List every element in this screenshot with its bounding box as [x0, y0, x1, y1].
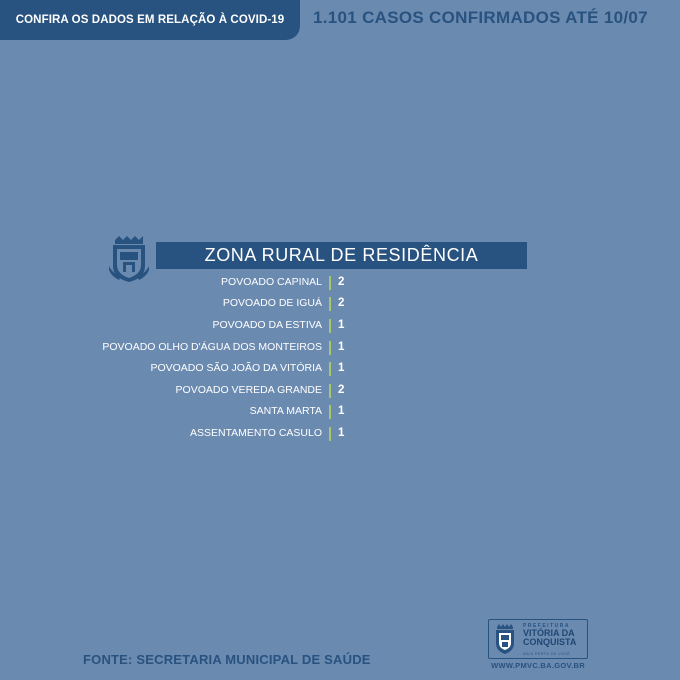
case-count: 2	[338, 297, 345, 309]
locality-label: SANTA MARTA	[249, 405, 322, 417]
logo-tagline: MAIS PERTO DE VOCÊ	[523, 652, 571, 656]
locality-label: POVOADO VEREDA GRANDE	[175, 384, 322, 396]
row-bar	[329, 319, 331, 333]
locality-label: POVOADO DE IGUÁ	[222, 297, 322, 309]
header-tab	[0, 0, 300, 40]
section-title	[156, 242, 527, 269]
locality-label: POVOADO CAPINAL	[221, 276, 322, 288]
case-count: 1	[338, 362, 345, 374]
logo-name	[523, 629, 585, 647]
locality-label: POVOADO DA ESTIVA	[212, 319, 322, 331]
headline: 1.101 CASOS CONFIRMADOS ATÉ 10/07	[313, 8, 648, 27]
list-item	[0, 402, 680, 422]
row-bar	[329, 427, 331, 441]
row-bar	[329, 276, 331, 290]
website-url[interactable]: WWW.PMVC.BA.GOV.BR	[491, 661, 585, 670]
list-item	[0, 294, 680, 314]
row-bar	[329, 341, 331, 355]
header-tab-label: CONFIRA OS DADOS EM RELAÇÃO À COVID-19	[15, 14, 285, 26]
case-count: 1	[338, 405, 345, 417]
logo-prefix: PREFEITURA	[523, 623, 570, 629]
row-bar	[329, 362, 331, 376]
list-item	[0, 359, 680, 379]
locality-label: POVOADO OLHO D'ÁGUA DOS MONTEIROS	[102, 341, 322, 353]
case-count: 1	[338, 427, 345, 439]
logo-frame	[488, 619, 588, 659]
case-count: 1	[338, 341, 345, 353]
locality-label: ASSENTAMENTO CASULO	[189, 427, 322, 439]
row-bar	[329, 405, 331, 419]
logo-name-line1: VITÓRIA DA	[523, 628, 575, 638]
locality-label: POVOADO SÃO JOÃO DA VITÓRIA	[150, 362, 322, 374]
list-item	[0, 273, 680, 293]
list-item	[0, 316, 680, 336]
case-count: 1	[338, 319, 345, 331]
source-note: FONTE: SECRETARIA MUNICIPAL DE SAÚDE	[83, 652, 371, 667]
case-count: 2	[338, 276, 345, 288]
row-bar	[329, 384, 331, 398]
list-item	[0, 338, 680, 358]
row-bar	[329, 297, 331, 311]
logo-name-line2: CONQUISTA	[523, 637, 577, 647]
city-hall-logo	[488, 619, 588, 671]
logo-crest-icon	[493, 624, 517, 654]
case-count: 2	[338, 384, 345, 396]
list-item	[0, 424, 680, 444]
section-title-text: ZONA RURAL DE RESIDÊNCIA	[204, 245, 479, 265]
list-item	[0, 381, 680, 401]
